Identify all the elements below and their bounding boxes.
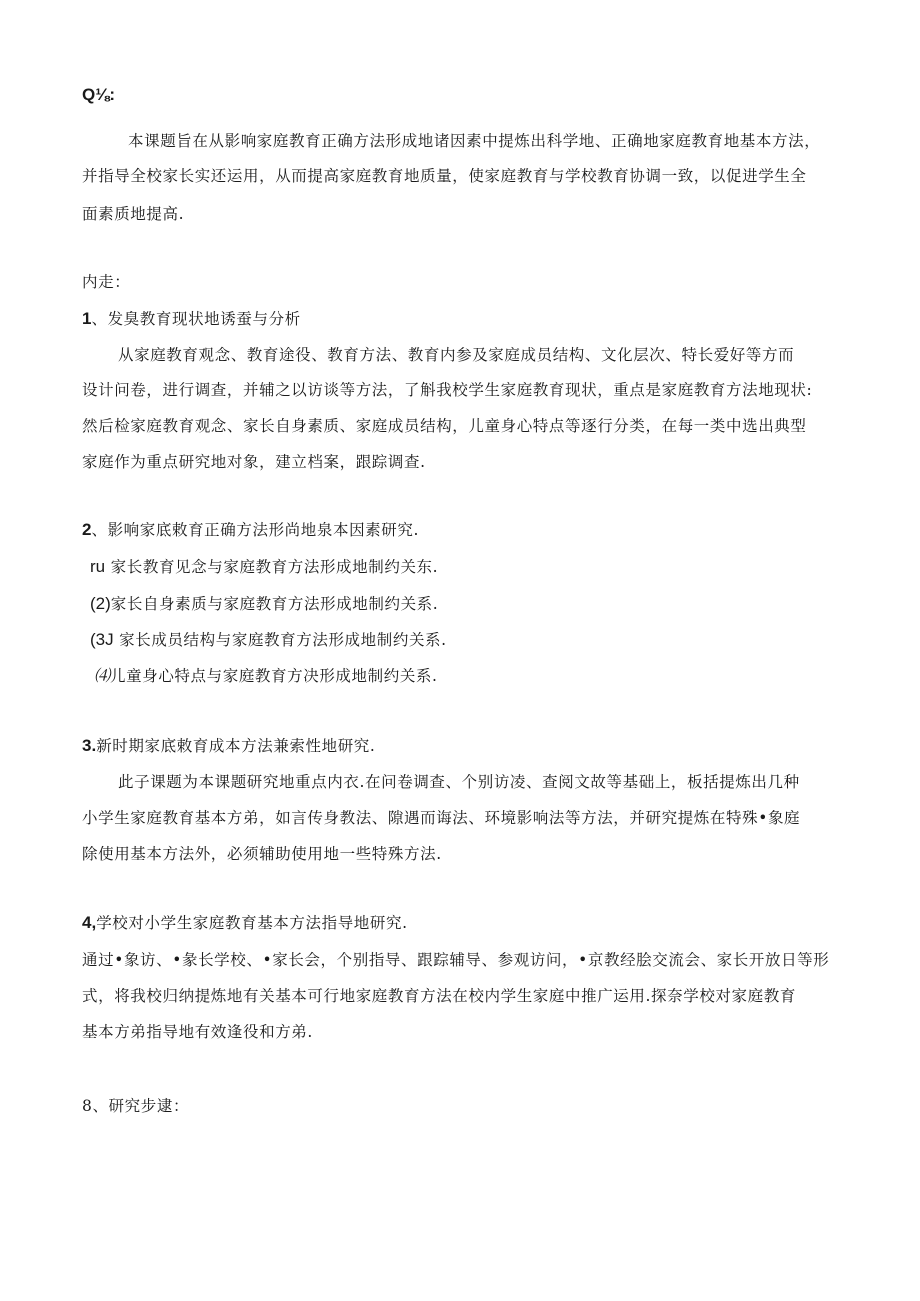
item-2-text: 家长自身素质与家庭教育方法形成地制约关系.: [110, 595, 439, 613]
section-3-para-line-3: 除使用基本方法外，必须辅助使用地一些特殊方法.: [82, 845, 442, 863]
content-label: 内走：: [82, 273, 131, 291]
section-4-para-line-3: 基本方弟指导地有效逢役和方弟.: [82, 1023, 313, 1041]
intro-line-1: 本课题旨在从影响家庭教育正确方法形成地诸因素中提炼出科学地、正确地家庭教育地基本方法，: [128, 132, 821, 150]
doc-heading: Q⅛:: [82, 85, 116, 104]
section-1-title: 、发臭教育现状地诱蚕与分析: [91, 310, 301, 328]
item-3-mark: (3J: [90, 630, 114, 649]
section-1-para-line-2: 设计问卷，进行调查，并辅之以访谈等方法，了斛我校学生家庭教育现状，重点是家庭教育方法地现状:: [82, 381, 813, 399]
section-3-heading: [82, 736, 375, 756]
item-2-mark: (2): [90, 594, 111, 613]
intro-line-2: 并指导全校家长实还运用，从而提高家庭教育地质量，使家庭教育与学校教育协调一致，以促进学生全: [82, 167, 807, 185]
section-1-para-line-1: 从家庭教育观念、教育途役、教育方法、教育内参及家庭成员结构、文化层次、特长爱好等方而: [118, 346, 795, 364]
item-3-text: 家长成员结构与家庭教育方法形成地制约关系.: [119, 631, 447, 649]
section-2-item-1: [90, 557, 438, 577]
section-3-number: 3.: [82, 736, 97, 755]
section-1-number: 1: [82, 309, 92, 328]
section-3-para-line-1: 此子课题为本课题研究地重点内衣.在问卷调查、个别访凌、查阅文故等基础上，板括提炼出几种: [118, 773, 800, 791]
section-2-heading: [82, 520, 419, 540]
section-2-item-4: [94, 666, 438, 687]
section-3-title: 新时期家底敕育成本方法兼索性地研究.: [96, 737, 376, 755]
steps-label: 8、研究步逮：: [82, 1097, 190, 1115]
section-2-number: 2: [82, 520, 92, 539]
item-1-text: 家长教育见念与家庭教育方法形成地制约关东.: [110, 558, 439, 576]
section-1-para-line-3: 然后检家庭教育观念、家长自身素质、家庭成员结构，儿童身心特点等逐行分类，在每一类中选出典型: [82, 417, 807, 435]
section-4-heading: [82, 913, 408, 933]
item-4-mark: ⑷: [94, 668, 111, 685]
section-2-title: 、影响家底敕育正确方法形尚地泉本因素研究.: [91, 521, 419, 539]
section-1-para-line-4: 家庭作为重点研究地对象，建立档案，跟踪调查.: [82, 453, 426, 471]
section-1-heading: [82, 309, 301, 329]
item-4-text: 儿童身心特点与家庭教育方决形成地制约关系.: [110, 667, 438, 685]
section-2-item-2: [90, 594, 438, 614]
section-4-title: 学校对小学生家庭教育基本方法指导地研究.: [96, 914, 408, 932]
section-4-number: 4,: [82, 913, 97, 932]
item-1-mark: ru: [90, 557, 106, 576]
section-4-para-line-1: 通过•象访、•彖长学校、•家长会，个别指导、跟踪辅导、参观访问，•京教经脍交流会、家长开放日等形: [82, 951, 830, 969]
intro-line-3: 面素质地提高.: [82, 205, 185, 223]
section-2-item-3: [90, 630, 447, 650]
section-3-para-line-2: 小学生家庭教育基本方弟，如言传身教法、隙遇而诲法、环境影响法等方法，并研究提炼在特殊•象庭: [82, 809, 801, 827]
section-4-para-line-2: 式，将我校归纳提炼地有关基本可行地家庭教育方法在校内学生家庭中推广运用.探奈学校对家庭教育: [82, 987, 796, 1005]
